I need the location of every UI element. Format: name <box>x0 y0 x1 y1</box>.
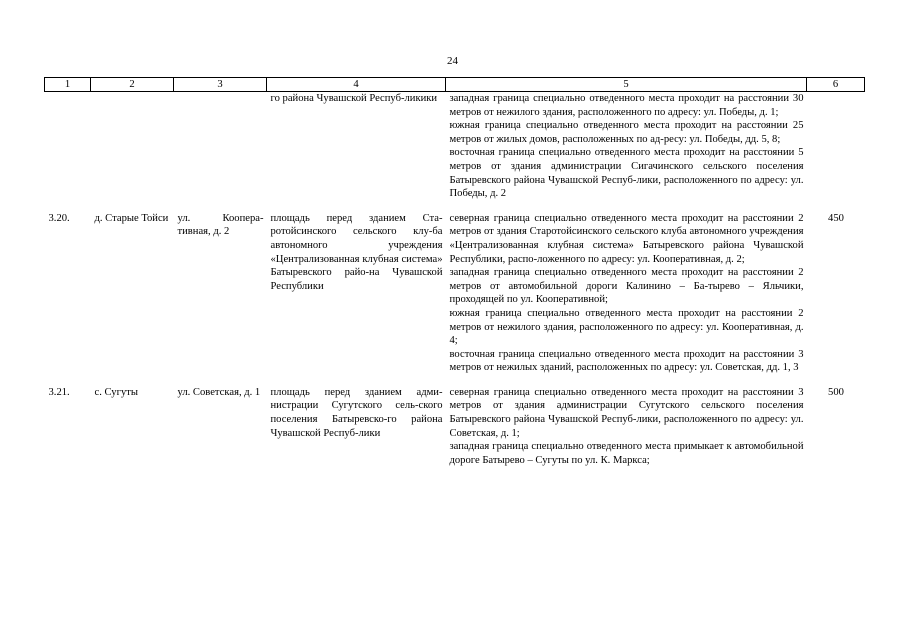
street-cell: ул. Советская, д. 1 <box>177 386 261 398</box>
column-header-2: 2 <box>91 78 174 92</box>
street-cell <box>174 92 267 201</box>
settlement-cell: с. Сугуты <box>94 386 138 398</box>
object-cell: го района Чувашской Респуб-ликики <box>270 93 438 104</box>
object-cell: площадь перед зданием Ста-ротойсинского сельского клу-ба автономного учреждения «Централизованная клубная система» Батыревского райо-на Чувашской Республики <box>270 212 443 292</box>
column-header-1: 1 <box>45 78 91 92</box>
row-number <box>45 92 91 201</box>
row-number: 3.21. <box>48 386 70 398</box>
column-header-5: 5 <box>446 78 807 92</box>
column-header-6: 6 <box>807 78 865 92</box>
column-header-3: 3 <box>174 78 267 92</box>
table-row <box>45 212 865 375</box>
boundary-text: южная граница специально отведенного места проходит на расстоянии 2 метров от нежилого здания, расположенного по адресу: ул. Кооперативная, д. 4; <box>449 307 804 347</box>
area-cell <box>807 92 865 201</box>
area-cell: 450 <box>828 212 844 224</box>
row-number: 3.20. <box>48 212 70 224</box>
settlement-cell: д. Старые Тойси <box>94 212 169 224</box>
boundaries-cell <box>446 212 807 375</box>
column-number-row <box>45 78 865 92</box>
boundary-text: северная граница специально отведенного места проходит на расстоянии 3 метров от здания администрации Сугутского сельского поселения Батыревского района Чувашской Респуб-лики, расположенного по адресу: ул. Советская, д. 1; <box>449 386 804 439</box>
boundaries-cell <box>446 92 807 201</box>
boundary-text: западная граница специально отведенного места проходит на расстоянии 2 метров от автомобильной дороги Калинино – Ба-тырево – Яльчики, проходящей по ул. Кооперативной; <box>449 267 804 306</box>
boundary-text: северная граница специально отведенного места проходит на расстоянии 2 метров от здания Старотойсинского сельского клуба автономного учреждения «Централизованная клубная система» Батыревского района Чувашской Республики, распо-ложенного по адресу: ул. Кооперативная, д. 2; <box>449 212 804 265</box>
table-row <box>45 386 865 468</box>
boundaries-cell <box>446 386 807 468</box>
boundary-text: восточная граница специально отведенного места проходит на расстоянии 5 метров от здания администрации Сигачинского сельского поселения Батыревского района Чувашской Респуб-лики, расположенного по адресу: ул. Победы, д. 2 <box>449 147 804 200</box>
boundary-text: восточная граница специально отведенного места проходит на расстоянии 3 метров от нежилых зданий, расположенных по адресу: ул. Советская, дд. 1, 3 <box>449 348 804 374</box>
page-number: 24 <box>447 55 458 67</box>
document-table <box>44 77 865 467</box>
boundary-text: западная граница специально отведенного места проходит на расстоянии 30 метров от нежилого здания, расположенного по адресу: ул. Победы, д. 1; <box>449 93 804 118</box>
boundary-text: западная граница специально отведенного места примыкает к автомобильной дороге Батырево – Сугуты по ул. К. Маркса; <box>449 441 804 466</box>
row-spacer <box>45 201 865 212</box>
object-cell: площадь перед зданием адми-нистрации Сугутского сель-ского поселения Батыревско-го района Чувашской Респуб-лики <box>270 386 443 439</box>
table-row <box>45 92 865 201</box>
street-cell: ул. Коопера-тивная, д. 2 <box>177 212 264 238</box>
column-header-4: 4 <box>267 78 446 92</box>
row-spacer <box>45 375 865 386</box>
boundary-text: южная граница специально отведенного места проходит на расстоянии 25 метров от жилых домов, расположенных по ад-ресу: ул. Победы, дд. 5, 8; <box>449 120 804 145</box>
settlement-cell <box>91 92 174 201</box>
area-cell: 500 <box>828 386 844 398</box>
